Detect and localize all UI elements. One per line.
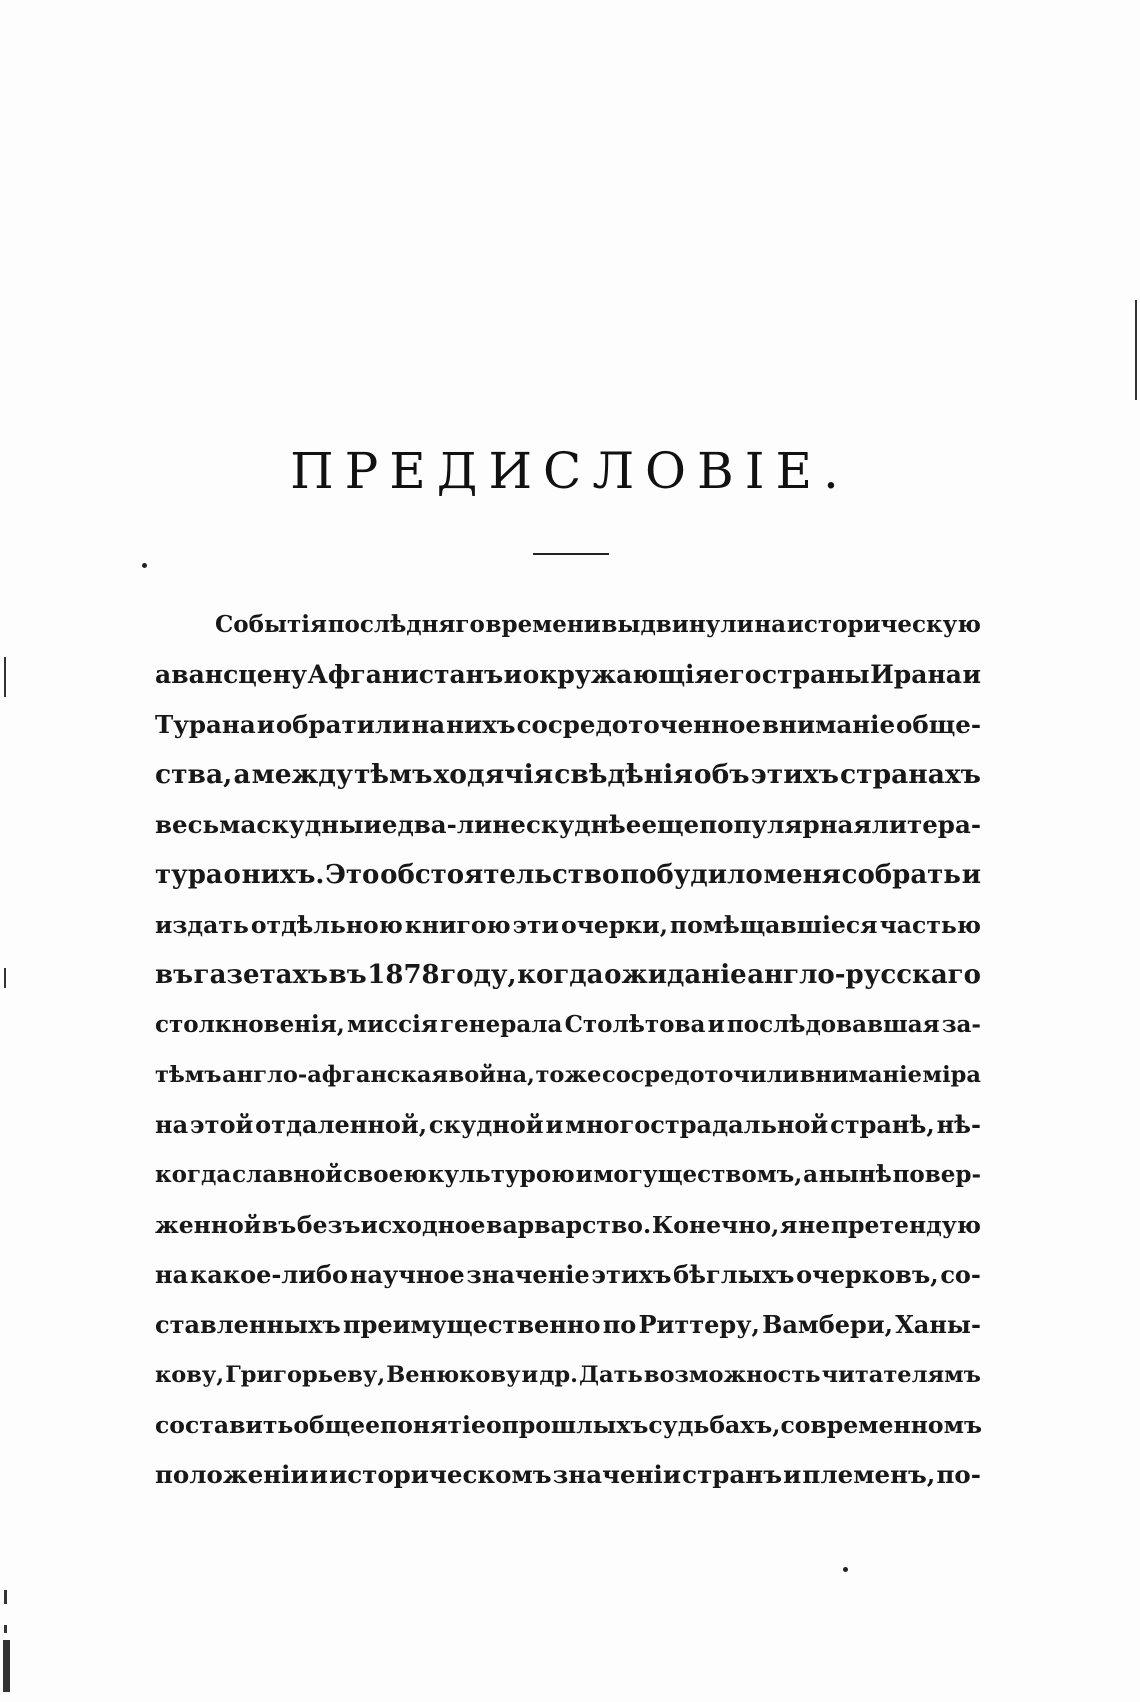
word: повер- [892, 1161, 981, 1188]
word: скуднѣе [525, 810, 642, 839]
word: миссія [347, 1011, 438, 1038]
word: и [363, 810, 382, 839]
word: Вамбери, [762, 1310, 893, 1339]
word: я [779, 1211, 798, 1239]
word: обратили [275, 710, 411, 739]
word: могуществомъ, [593, 1161, 803, 1188]
text-line [155, 650, 981, 700]
word: меня [763, 860, 841, 890]
word: нѣ- [936, 1110, 981, 1139]
word: и [503, 660, 523, 689]
word: Конечно, [651, 1211, 780, 1239]
word: сосредоточенное [516, 710, 761, 739]
word: англо-русскаго [747, 960, 981, 990]
text-line [155, 600, 981, 650]
word: др. [539, 1362, 578, 1388]
text-line [155, 750, 981, 800]
word: ства, [155, 759, 233, 790]
word: нихъ. [241, 860, 325, 890]
word: Риттеру, [638, 1310, 760, 1339]
word: 1878 [367, 960, 440, 990]
word: собрать [841, 860, 961, 890]
word: вниманіе [761, 710, 896, 739]
word: и [961, 860, 981, 890]
word: о [223, 860, 241, 890]
word: странахъ [840, 759, 981, 790]
word: ставленныхъ [155, 1310, 341, 1339]
word: варварство. [486, 1211, 652, 1239]
word: и [575, 1161, 593, 1188]
text-line [155, 900, 981, 950]
word: вниманіе [799, 1062, 922, 1088]
word: выдвинули [601, 611, 754, 638]
word: отдаленной, [255, 1110, 428, 1139]
word: читателямъ [821, 1362, 981, 1388]
word: положеніи [155, 1460, 309, 1489]
scan-edge-mark [1135, 300, 1137, 400]
word: своею [343, 1161, 427, 1188]
text-line [155, 1100, 981, 1150]
word: научное [349, 1260, 465, 1289]
word: составить [155, 1411, 294, 1439]
word: на [155, 1110, 189, 1139]
word: Афганистанъ [307, 660, 504, 689]
word: на [155, 1260, 189, 1289]
word: Венюкову [386, 1362, 521, 1388]
word: не [492, 810, 526, 839]
word: побудило [620, 860, 763, 890]
word: преимущественно [343, 1310, 601, 1339]
word: прошлыхъ [501, 1411, 649, 1439]
word: Турана [155, 710, 256, 739]
word: по [602, 1310, 637, 1339]
text-line [155, 850, 981, 900]
word: тура [155, 860, 223, 890]
word: а [233, 759, 251, 790]
word: свѣдѣнія [554, 759, 693, 790]
word: Ханы- [895, 1310, 981, 1339]
word: Ирана [870, 660, 962, 689]
word: окружающія [522, 660, 713, 689]
word: значеніи [552, 1460, 682, 1489]
scan-edge-mark [4, 1625, 7, 1633]
word: тѣмъ [155, 1062, 222, 1088]
word: со- [940, 1260, 981, 1289]
word: страны [761, 660, 870, 689]
word: претендую [830, 1211, 981, 1239]
word: странѣ, [830, 1110, 935, 1139]
scan-speck [843, 1567, 848, 1572]
text-line [155, 1000, 981, 1050]
word: времени [485, 611, 601, 638]
word: странъ [682, 1460, 782, 1489]
word: и [783, 1460, 802, 1489]
word: сосредоточили [602, 1062, 800, 1088]
word: женной [155, 1211, 262, 1239]
word: весьма [155, 810, 257, 839]
word: возможность [643, 1362, 821, 1388]
text-line [155, 1250, 981, 1300]
scan-edge-mark [4, 968, 6, 988]
word: едва-ли [381, 810, 493, 839]
text-line [155, 1400, 981, 1450]
word: этихъ [591, 1260, 672, 1289]
word: тѣмъ [354, 759, 433, 790]
word: на [754, 611, 787, 638]
word: и [521, 1362, 539, 1388]
word: бѣглыхъ [673, 1260, 795, 1289]
word: нынѣ [818, 1161, 892, 1188]
word: издать [155, 911, 249, 939]
word: частью [879, 911, 981, 939]
word: между [251, 759, 353, 790]
word: когда [155, 1161, 232, 1188]
word: въ [328, 960, 367, 990]
text-line [155, 700, 981, 750]
word: Событія [215, 611, 328, 638]
word: и [309, 1460, 328, 1489]
word: на [411, 710, 446, 739]
word: Столѣтова [564, 1011, 706, 1038]
word: общее [293, 1411, 381, 1439]
word: въ [261, 1211, 297, 1239]
word: обстоятельство [380, 860, 620, 890]
text-line [155, 1150, 981, 1200]
word: и [962, 660, 981, 689]
word: обще- [896, 710, 981, 739]
word: современномъ [780, 1411, 983, 1439]
word: когда [517, 960, 604, 990]
word: литера- [871, 810, 981, 839]
preface-paragraph [155, 600, 981, 1500]
word: еще [641, 810, 700, 839]
word: ожиданіе [604, 960, 747, 990]
word: многострадальной [565, 1110, 829, 1139]
page-title: ПРЕДИСЛОВІЕ. [290, 442, 850, 500]
text-line [155, 800, 981, 850]
text-line [155, 1350, 981, 1400]
word: племенъ, [802, 1460, 936, 1489]
text-line [155, 1050, 981, 1100]
word: и [545, 1110, 564, 1139]
word: послѣдовавшая [726, 1011, 940, 1038]
word: столкновенія, [155, 1011, 345, 1038]
word: а [803, 1161, 819, 1188]
word: году, [440, 960, 517, 990]
scan-speck [142, 563, 147, 568]
word: за- [941, 1011, 981, 1038]
word: міра [922, 1062, 981, 1088]
text-line [155, 1450, 981, 1500]
word: историческую [786, 611, 981, 638]
word: какое-либо [189, 1260, 349, 1289]
word: и [256, 710, 275, 739]
word: его [713, 660, 762, 689]
title-rule [533, 553, 609, 555]
text-line [155, 1200, 981, 1250]
word: скудной [428, 1110, 544, 1139]
word: значеніе [466, 1260, 590, 1289]
scan-edge-mark [4, 657, 6, 697]
word: скудны [256, 810, 364, 839]
word: отдѣльною [250, 911, 403, 939]
word: о [485, 1411, 502, 1439]
word: очерковъ, [796, 1260, 939, 1289]
word: эти [512, 911, 559, 939]
word: Это [325, 860, 380, 890]
word: культурою [427, 1161, 575, 1188]
word: Дать [579, 1362, 643, 1388]
word: не [798, 1211, 831, 1239]
word: безъисходное [296, 1211, 486, 1239]
text-line [155, 950, 981, 1000]
scan-edge-mark [3, 1640, 10, 1692]
word: объ [693, 759, 750, 790]
word: историческомъ [329, 1460, 552, 1489]
scan-edge-mark [4, 1590, 7, 1604]
word: Григорьеву, [225, 1362, 386, 1388]
word: помѣщавшіеся [669, 911, 878, 939]
word: судьбахъ, [648, 1411, 781, 1439]
word: популярная [699, 810, 872, 839]
word: война, [448, 1062, 535, 1088]
word: очерки, [561, 911, 668, 939]
word: ходячія [433, 759, 554, 790]
word: авансцену [155, 660, 307, 689]
word: понятіе [380, 1411, 486, 1439]
word: газетахъ [193, 960, 328, 990]
word: этихъ [750, 759, 839, 790]
word: этой [189, 1110, 254, 1139]
word: кову, [155, 1362, 225, 1388]
word: книгою [404, 911, 511, 939]
word: послѣдняго [327, 611, 485, 638]
text-line [155, 1300, 981, 1350]
word: англо-афганская [222, 1062, 449, 1088]
word: нихъ [446, 710, 516, 739]
word: и [707, 1011, 725, 1038]
word: по- [936, 1460, 981, 1489]
word: генерала [440, 1011, 563, 1038]
word: славной [232, 1161, 343, 1188]
word: тоже [535, 1062, 602, 1088]
word: въ [155, 960, 194, 990]
